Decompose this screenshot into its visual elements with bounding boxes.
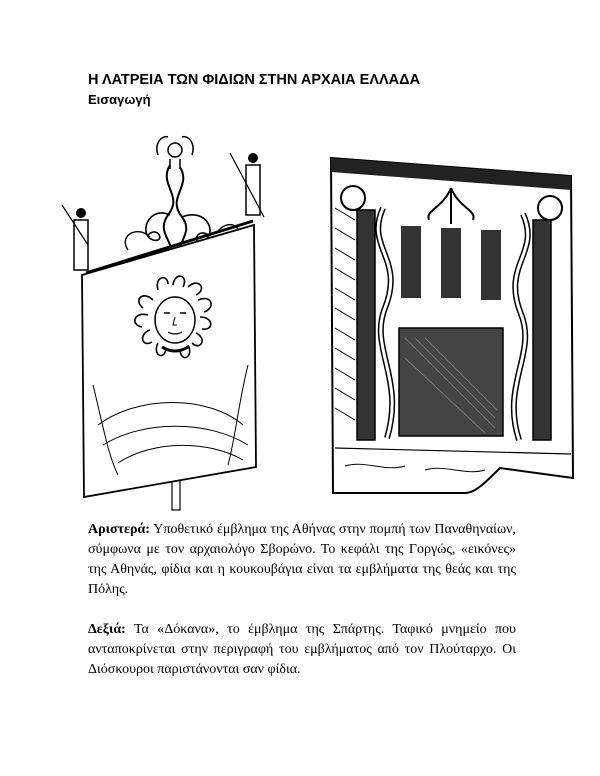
caption-right-text: Τα «Δόκανα», το έμβλημα της Σπάρτης. Ταφικό μνημείο που ανταποκρίνεται στην περιγραφή του εμβλήματος από τον Πλούταρχο. Οι Διόσκουροι παριστάνονται σαν φίδια. [88,622,516,677]
caption-left-text: Υποθετικό έμβλημα της Αθήνας στην πομπή των Παναθηναίων, σύμφωνα με τον αρχαιολόγο Σβορώνο. Το κεφάλι της Γοργώς, «εικόνες» της Αθηνάς, φίδια και η κουκουβάγια είναι τα εμβλήματα της θεάς και της Πόλης. [88,522,516,597]
athena-standard-illustration [58,125,278,515]
left-figure-caption [88,520,516,600]
page-title: Η ΛΑΤΡΕΙΑ ΤΩΝ ΦΙΔΙΩΝ ΣΤΗΝ ΑΡΧΑΙΑ ΕΛΛΑΔΑ [88,72,421,88]
dokana-relief-illustration [325,148,577,518]
right-figure-caption [88,620,516,680]
caption-right-lead: Δεξιά: [88,622,126,637]
caption-left-lead: Αριστερά: [88,522,150,537]
page-subtitle: Εισαγωγή [88,92,151,107]
